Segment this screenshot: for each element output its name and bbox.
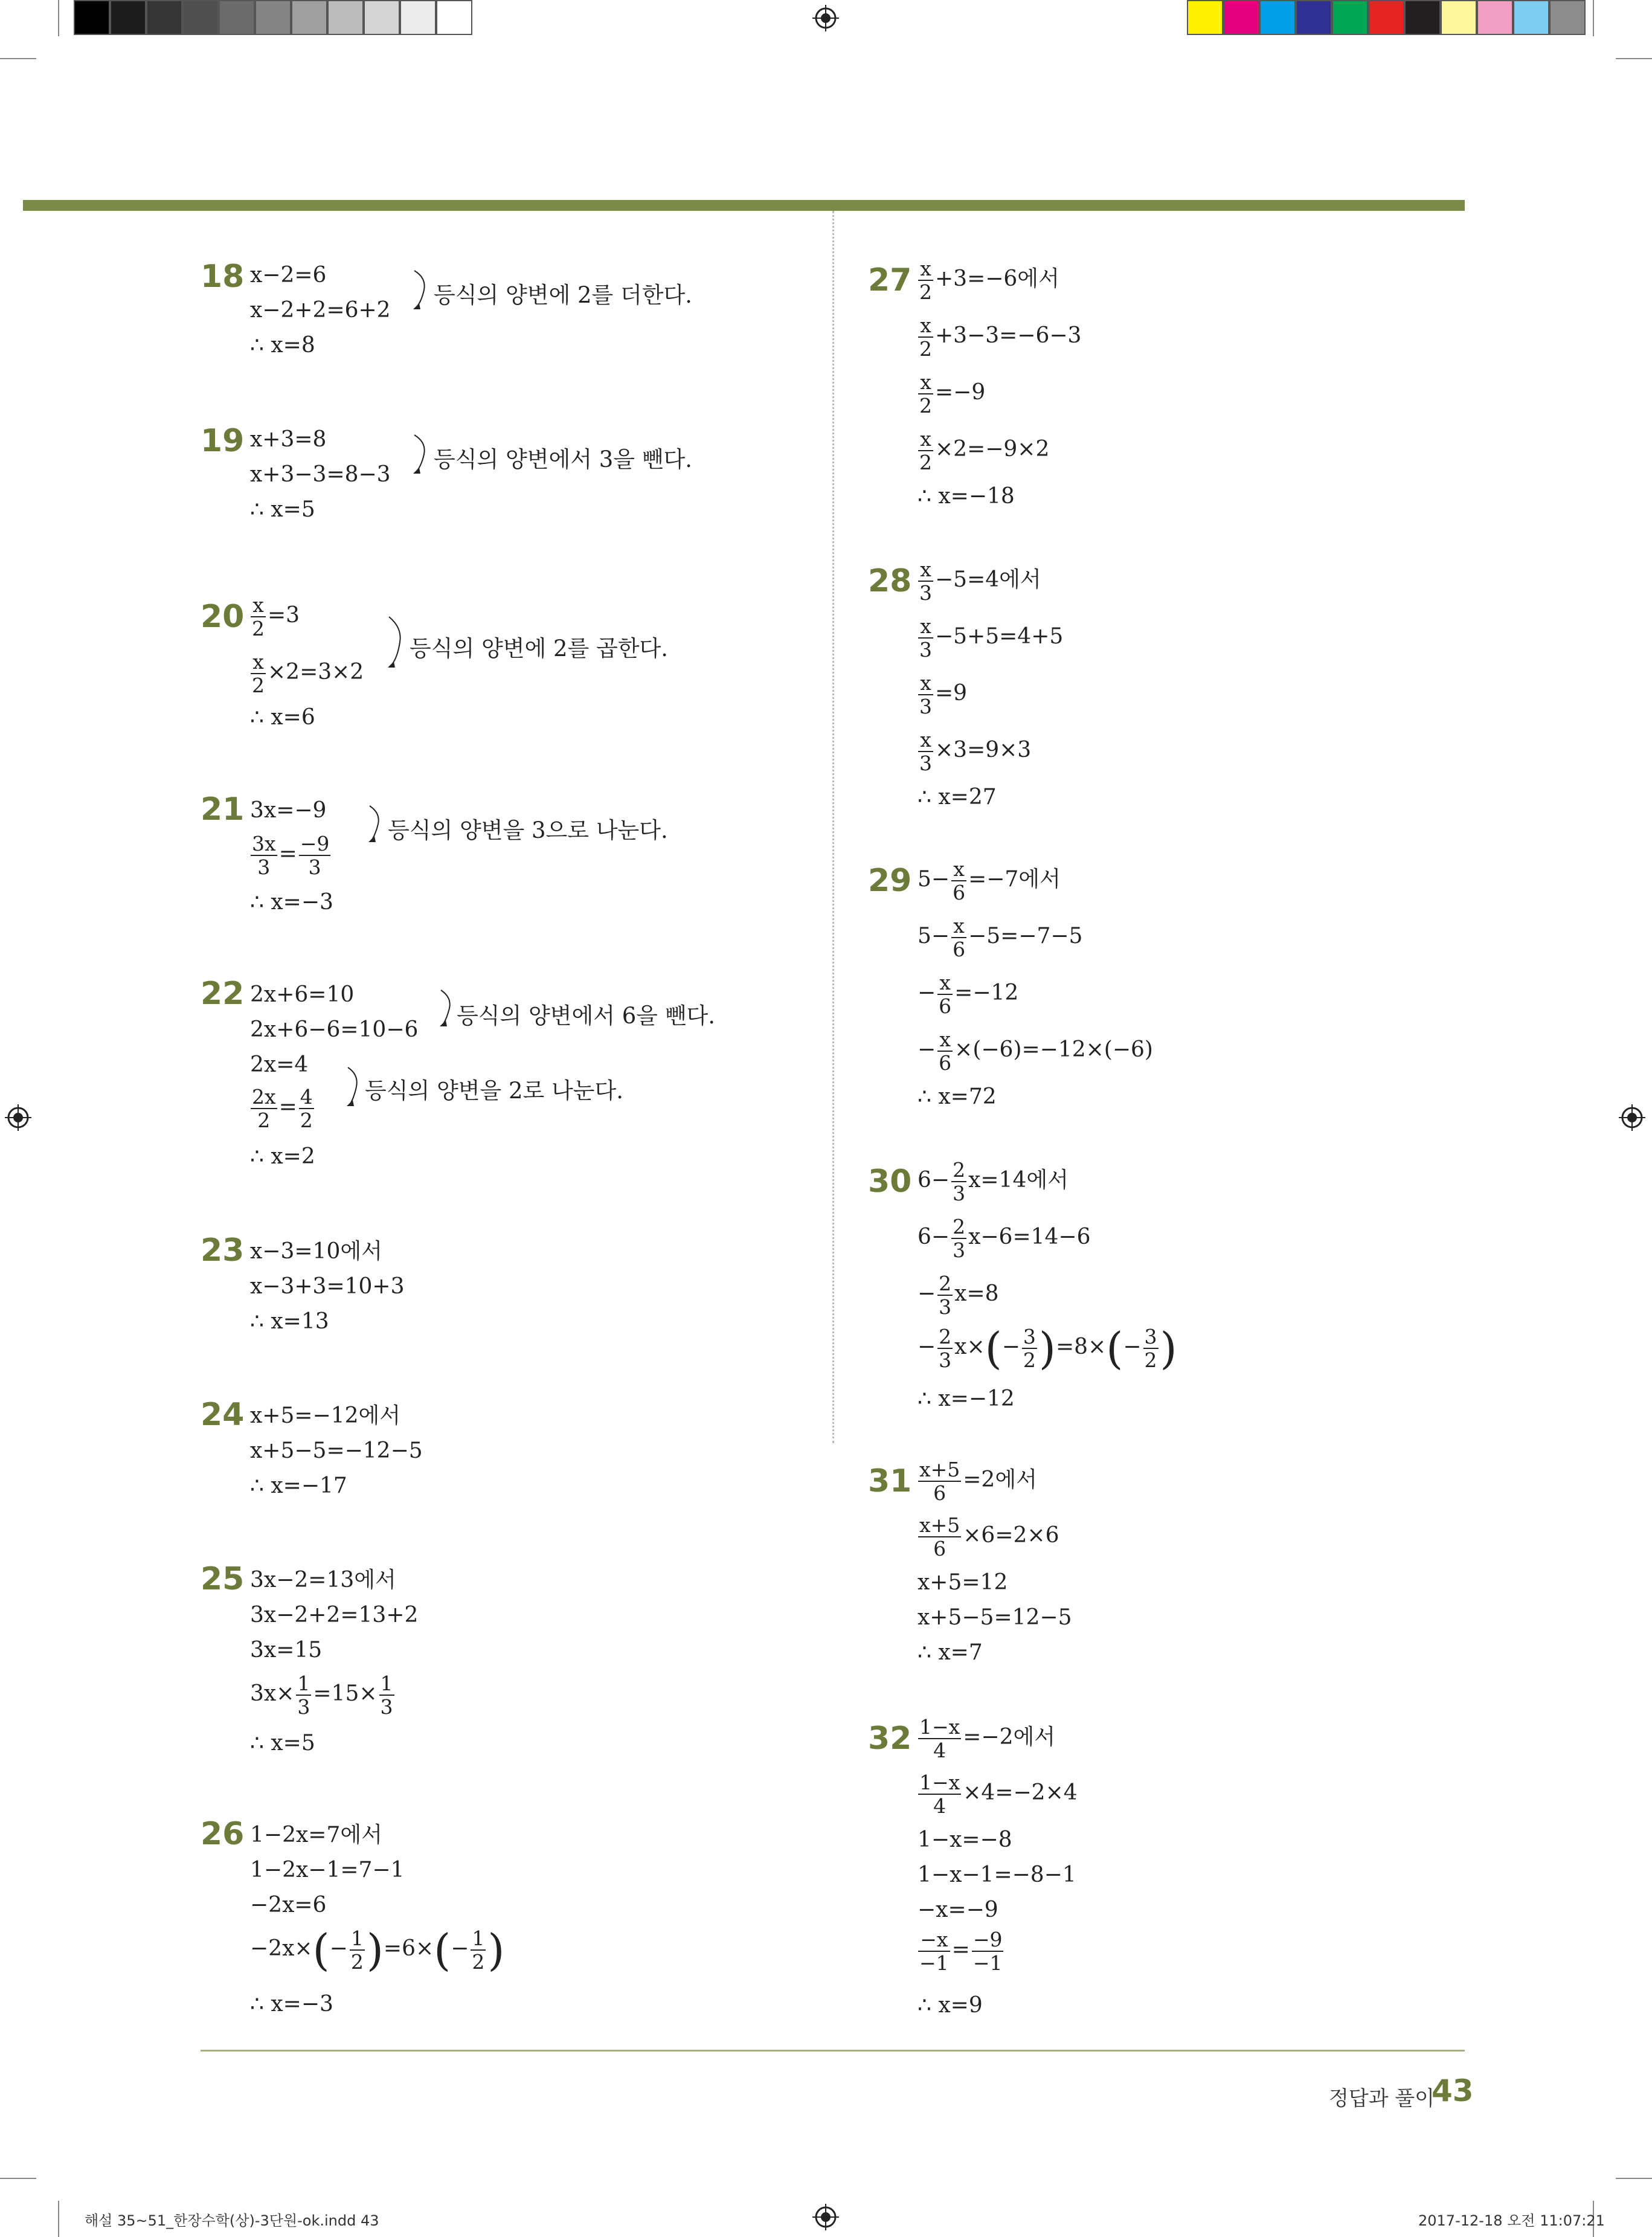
fraction: $\frac{x}{2}$ — [919, 427, 932, 474]
fraction: $\frac{x}{6}$ — [953, 914, 966, 961]
equation-line: ∴ x=−3 — [250, 890, 333, 915]
color-swatch — [1477, 0, 1513, 35]
bracket-arrow-icon — [387, 616, 405, 670]
equation-line: 3x−2=13에서 — [250, 1568, 396, 1592]
problem-number: 19 — [201, 423, 245, 459]
equation-line: −2x=6 — [250, 1893, 327, 1917]
problem-32 — [868, 1717, 1448, 2025]
fraction: $\frac{4}{2}$ — [300, 1085, 313, 1132]
equation-line: − $\frac{x}{6}$ ×(−6)=−12×(−6) — [918, 1028, 1153, 1075]
fraction: $\frac{x}{2}$ — [919, 314, 932, 361]
problem-21 — [201, 791, 744, 924]
equation-line: $\frac{-x}{-1}$ = $\frac{-9}{-1}$ — [919, 1928, 1003, 1975]
equation-line: ∴ x=5 — [250, 497, 315, 522]
problem-number: 25 — [201, 1561, 245, 1597]
fraction: $\frac{3x}{3}$ — [252, 832, 276, 879]
equation-line: − $\frac{2}{3}$ x=8 — [918, 1272, 999, 1319]
equation-line: ∴ x=2 — [250, 1144, 315, 1169]
color-swatch — [1259, 0, 1296, 35]
equation-line: ∴ x=−18 — [918, 484, 1015, 509]
page-label: 정답과 풀이 — [1329, 2087, 1435, 2111]
header-band — [23, 200, 1465, 211]
equation-line: $\frac{x}{2}$ =3 — [252, 593, 300, 640]
equation-line: $\frac{x}{2}$ +3−3=−6−3 — [919, 314, 1082, 361]
equation-line: $\frac{x}{2}$ +3=−6에서 — [919, 257, 1059, 304]
equation-line: 5− $\frac{x}{6}$ =−7에서 — [918, 857, 1061, 904]
equation-line: 6− $\frac{2}{3}$ x−6=14−6 — [918, 1215, 1091, 1262]
equation-line: ∴ x=7 — [918, 1640, 983, 1665]
fraction: $\frac{1}{3}$ — [380, 1672, 393, 1719]
fraction: $\frac{2}{3}$ — [953, 1215, 966, 1262]
fraction: $\frac{1}{3}$ — [297, 1672, 310, 1719]
equation-line: ∴ x=72 — [918, 1084, 997, 1109]
bracket-arrow-icon — [367, 805, 383, 845]
equation-line: 3x× $\frac{1}{3}$ =15× $\frac{1}{3}$ — [250, 1672, 393, 1719]
bracket-arrow-icon — [439, 989, 454, 1029]
problem-22 — [201, 976, 744, 1175]
problem-number: 18 — [201, 259, 245, 295]
registration-mark-icon — [1619, 1104, 1645, 1131]
fraction: $\frac{x}{2}$ — [919, 257, 932, 304]
equation-line: ∴ x=5 — [250, 1731, 315, 1756]
equation-line: 2x+6=10 — [250, 982, 355, 1007]
problem-number: 32 — [868, 1720, 912, 1757]
problem-20 — [201, 595, 744, 740]
bracket-arrow-icon — [412, 434, 430, 476]
problem-30 — [868, 1160, 1448, 1426]
equation-line: − $\frac{x}{6}$ =−12 — [918, 971, 1019, 1018]
color-swatch — [1513, 0, 1549, 35]
equation-line: $\frac{x}{2}$ ×2=−9×2 — [919, 427, 1050, 474]
print-timestamp: 2017-12-18 오전 11:07:21 — [1418, 2212, 1605, 2229]
registration-mark-icon — [812, 2204, 839, 2230]
color-swatch — [1441, 0, 1477, 35]
bracket-arrow-icon — [346, 1066, 361, 1109]
color-swatch — [1404, 0, 1441, 35]
footer-rule — [201, 2050, 1465, 2052]
equation-line: 2x=4 — [250, 1052, 309, 1077]
crop-mark — [1593, 0, 1594, 36]
color-swatch — [1368, 0, 1404, 35]
crop-mark — [0, 58, 36, 59]
problem-28 — [868, 559, 1448, 819]
gray-swatch — [364, 0, 400, 35]
fraction: $\frac{x}{2}$ — [252, 650, 265, 697]
equation-line: 1−x−1=−8−1 — [918, 1862, 1076, 1887]
equation-line: 1−2x=7에서 — [250, 1823, 382, 1847]
problem-24 — [201, 1397, 744, 1505]
gray-swatch — [74, 0, 110, 35]
gray-swatch — [291, 0, 327, 35]
problem-29 — [868, 859, 1448, 1119]
equation-line: $\frac{3x}{3}$ = $\frac{-9}{3}$ — [252, 832, 330, 879]
problem-number: 20 — [201, 599, 245, 635]
problem-number: 29 — [868, 863, 912, 899]
fraction: $\frac{x+5}{6}$ — [919, 1513, 960, 1560]
equation-line: 1−2x−1=7−1 — [250, 1858, 405, 1882]
problem-27 — [868, 259, 1448, 518]
fraction: $\frac{2}{3}$ — [939, 1272, 952, 1319]
step-note: 등식의 양변에 2를 곱한다. — [410, 636, 669, 661]
problem-number: 22 — [201, 976, 245, 1012]
fraction: $\frac{1-x}{4}$ — [919, 1715, 960, 1762]
fraction: $\frac{x+5}{6}$ — [919, 1458, 960, 1505]
equation-line: $\frac{1-x}{4}$ ×4=−2×4 — [919, 1771, 1078, 1818]
equation-line: ∴ x=8 — [250, 333, 315, 358]
equation-line: x+3−3=8−3 — [250, 462, 391, 487]
equation-line: $\frac{x}{3}$ −5+5=4+5 — [919, 614, 1064, 661]
equation-line: x+5=12 — [918, 1570, 1008, 1595]
equation-line: $\frac{x}{3}$ =9 — [919, 671, 968, 718]
problem-18 — [201, 259, 744, 367]
gray-swatch — [255, 0, 291, 35]
gray-swatch — [110, 0, 146, 35]
problem-25 — [201, 1561, 744, 1754]
file-info: 해설 35~51_한장수학(상)-3단원-ok.indd 43 — [85, 2212, 379, 2229]
equation-line: 1−x=−8 — [918, 1827, 1012, 1852]
equation-line: −x=−9 — [918, 1897, 998, 1922]
registration-mark-icon — [5, 1104, 31, 1131]
equation-line: ∴ x=−3 — [250, 1992, 333, 2017]
fraction: $\frac{3}{2}$ — [1023, 1325, 1036, 1372]
problem-number: 26 — [201, 1816, 245, 1852]
fraction: $\frac{2x}{2}$ — [252, 1085, 276, 1132]
problem-31 — [868, 1460, 1448, 1677]
equation-line: x−3=10에서 — [250, 1239, 382, 1264]
equation-line: $\frac{x+5}{6}$ ×6=2×6 — [919, 1513, 1059, 1560]
fraction: $\frac{-x}{-1}$ — [919, 1928, 949, 1975]
equation-line: − $\frac{2}{3}$ x×(− $\frac{3}{2}$ )=8×(− $\frac{3}{2}$ ) — [918, 1323, 1177, 1374]
gray-swatch — [400, 0, 436, 35]
equation-line: 3x=15 — [250, 1638, 323, 1662]
fraction: $\frac{-9}{-1}$ — [972, 1928, 1003, 1975]
gray-swatch — [327, 0, 364, 35]
step-note: 등식의 양변에서 6을 뺀다. — [457, 1003, 716, 1029]
problem-23 — [201, 1232, 744, 1341]
equation-line: x−3+3=10+3 — [250, 1274, 405, 1299]
equation-line: $\frac{2x}{2}$ = $\frac{4}{2}$ — [252, 1085, 313, 1132]
equation-line: ∴ x=27 — [918, 785, 997, 810]
crop-mark — [1616, 2178, 1652, 2179]
fraction: $\frac{x}{3}$ — [919, 614, 932, 661]
step-note: 등식의 양변을 3으로 나눈다. — [388, 817, 668, 843]
step-note: 등식의 양변에서 3을 뺀다. — [434, 446, 693, 472]
problem-19 — [201, 423, 744, 532]
equation-line: ∴ x=−12 — [918, 1386, 1015, 1411]
gray-swatch — [146, 0, 182, 35]
equation-line: ∴ x=6 — [250, 705, 315, 730]
step-note: 등식의 양변을 2로 나눈다. — [365, 1078, 624, 1104]
fraction: $\frac{x}{6}$ — [939, 971, 952, 1018]
bracket-arrow-icon — [412, 269, 430, 312]
gray-swatch — [436, 0, 472, 35]
equation-line: x−2=6 — [250, 263, 327, 288]
equation-line: ∴ x=9 — [918, 1993, 983, 2018]
column-divider — [832, 211, 834, 1443]
color-swatch — [1223, 0, 1259, 35]
fraction: $\frac{x}{2}$ — [252, 593, 265, 640]
crop-mark — [0, 2178, 36, 2179]
equation-line: x+5=−12에서 — [250, 1403, 401, 1428]
equation-line: ∴ x=−17 — [250, 1473, 347, 1498]
problem-number: 23 — [201, 1232, 245, 1269]
equation-line: x+5−5=−12−5 — [250, 1438, 423, 1463]
fraction: $\frac{1}{2}$ — [472, 1926, 485, 1974]
gray-swatch — [219, 0, 255, 35]
problem-26 — [201, 1816, 744, 2021]
color-swatch — [1332, 0, 1368, 35]
equation-line: ∴ x=13 — [250, 1309, 329, 1334]
equation-line: $\frac{x}{2}$ ×2=3×2 — [252, 650, 364, 697]
fraction: $\frac{1}{2}$ — [350, 1926, 364, 1974]
equation-line: −2x×(− $\frac{1}{2}$ )=6×(− $\frac{1}{2}$ ) — [250, 1925, 505, 1975]
fraction: $\frac{x}{2}$ — [919, 370, 932, 417]
crop-mark — [58, 2201, 59, 2237]
fraction: $\frac{x}{3}$ — [919, 558, 932, 605]
fraction: $\frac{x}{3}$ — [919, 671, 932, 718]
problem-number: 27 — [868, 262, 912, 298]
equation-line: $\frac{x+5}{6}$ =2에서 — [919, 1458, 1037, 1505]
equation-line: 6− $\frac{2}{3}$ x=14에서 — [918, 1158, 1069, 1205]
equation-line: x+3=8 — [250, 427, 327, 452]
crop-mark — [1616, 58, 1652, 59]
color-swatch — [1187, 0, 1223, 35]
equation-line: 2x+6−6=10−6 — [250, 1017, 419, 1042]
equation-line: 3x−2+2=13+2 — [250, 1603, 419, 1627]
fraction: $\frac{3}{2}$ — [1144, 1325, 1157, 1372]
problem-number: 24 — [201, 1397, 245, 1433]
crop-mark — [58, 0, 59, 36]
fraction: $\frac{1-x}{4}$ — [919, 1771, 960, 1818]
color-swatch — [1296, 0, 1332, 35]
fraction: $\frac{x}{6}$ — [939, 1028, 952, 1075]
page-number: 43 — [1432, 2073, 1474, 2108]
problem-number: 30 — [868, 1164, 912, 1200]
equation-line: 5− $\frac{x}{6}$ −5=−7−5 — [918, 914, 1083, 961]
problem-number: 21 — [201, 791, 245, 828]
step-note: 등식의 양변에 2를 더한다. — [434, 282, 693, 308]
problem-number: 28 — [868, 563, 912, 599]
equation-line: x+5−5=12−5 — [918, 1605, 1072, 1630]
equation-line: $\frac{x}{3}$ −5=4에서 — [919, 558, 1041, 605]
color-swatch — [1549, 0, 1586, 35]
registration-mark-icon — [812, 5, 839, 31]
problem-number: 31 — [868, 1463, 912, 1499]
equation-line: $\frac{x}{3}$ ×3=9×3 — [919, 728, 1032, 775]
fraction: $\frac{2}{3}$ — [939, 1325, 952, 1372]
fraction: $\frac{2}{3}$ — [953, 1158, 966, 1205]
equation-line: $\frac{x}{2}$ =−9 — [919, 370, 986, 417]
fraction: $\frac{x}{6}$ — [953, 857, 966, 904]
equation-line: $\frac{1-x}{4}$ =−2에서 — [919, 1715, 1056, 1762]
fraction: $\frac{x}{3}$ — [919, 728, 932, 775]
equation-line: x−2+2=6+2 — [250, 298, 391, 323]
gray-swatch — [182, 0, 219, 35]
fraction: $\frac{-9}{3}$ — [300, 832, 330, 879]
equation-line: 3x=−9 — [250, 798, 327, 823]
